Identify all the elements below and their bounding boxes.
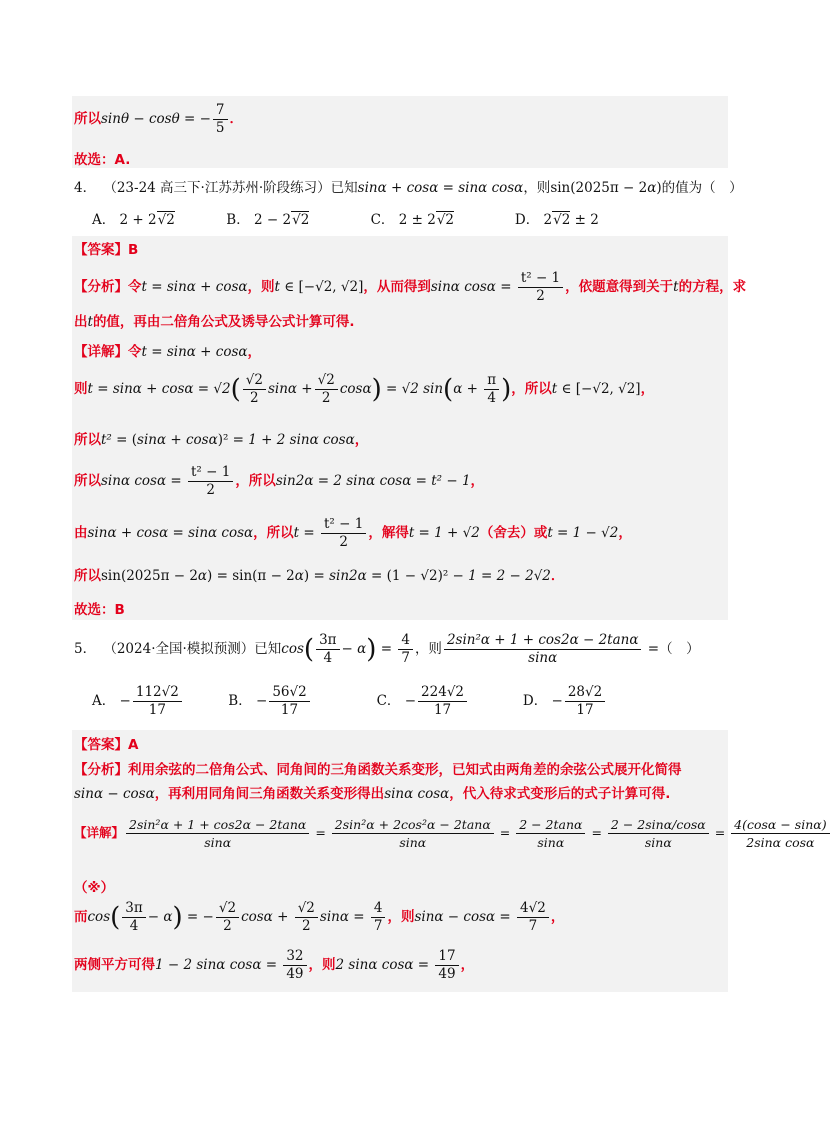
q5-detail-line3: 两侧平方可得1 − 2 sinα cosα = $\frac{32}{49}$ ，则2 sinα cosα = $\frac{17}{49}$ ，	[74, 948, 475, 982]
q4-detail-line4: 所以sinα cosα = $\frac{\text{t² − 1}}{2}$ ，所以sin2α = 2 sinα cosα = t² − 1，	[74, 464, 485, 498]
q5-analysis-line1: 【分析】利用余弦的二倍角公式、同角间的三角函数关系变形，已知式由两角差的余弦公式展开化简得	[74, 762, 682, 778]
q4-detail-line5: 由sinα + cosα = sinα cosα，所以t = $\frac{\text{t² − 1}}{2}$ ，解得t = 1 + √2（舍去）或t = 1 − √2，	[74, 516, 632, 550]
q4-analysis-line1: 【分析】令t = sinα + cosα，则t ∈ [−√2, √2]，从而得到sinα cosα = $\frac{\text{t² − 1}}{2}$ ，依题意得到关于t的方程，求	[74, 270, 747, 304]
q4-choice: 故选：B	[74, 602, 125, 618]
q5-option-b-value: 56√2	[269, 684, 309, 702]
q4-answer: 【答案】B	[74, 242, 139, 258]
q4-detail-line2: 则t = sinα + cosα = √2( $\frac{√2}{2}$ sinα + $\frac{√2}{2}$ cosα) = √2 sin(α + $\frac{\pi}{4}$ )，所以t ∈ [−√2, √2]，	[74, 372, 655, 406]
q4-detail-line6: 所以sin(2025π − 2α) = sin(π − 2α) = sin2α = (1 − √2)² − 1 = 2 − 2√2．	[74, 568, 565, 584]
q5-stem: 5． （2024·全国·模拟预测）已知cos( $\frac{3\pi}{4}$ − α) = $\frac{4}{7}$ ，则 $\frac{\text{2sin²α + 1 + cos2α − 2tanα}}{\sin\alpha}$ =（ ）	[74, 632, 700, 666]
q5-option-c-value: 224√2	[418, 684, 467, 702]
q4-stem: 4． （23-24 高三下·江苏苏州·阶段练习）已知sinα + cosα = sinα cosα，则sin(2025π − 2α)的值为（ ）	[74, 180, 743, 196]
q5-detail-line1: 【详解】 $\frac{\text{2sin²α + 1 + cos2α − 2tanα}}{\sin\alpha}$ = $\frac{\text{2sin²α + 2cos²α − 2tanα}}{\sin\alpha}$ = $\frac{2 - 2\tan\alpha}{\sin\alpha}$ = $\frac{2 - 2\sin\alpha/\cos\alpha}{\sin\alpha}$ = $\frac{4(\cos\alpha - \sin\alpha)}{\text{2sinα cosα}}$	[74, 816, 832, 851]
q5-analysis-line2: sinα − cosα，再利用同角间三角函数关系变形得出sinα cosα，代入待求式变形后的式子计算可得.	[74, 786, 671, 802]
top-choice-line: 故选：A.	[74, 152, 131, 168]
q5-note: （※）	[74, 880, 115, 896]
q4-analysis-line2: 出t的值，再由二倍角公式及诱导公式计算可得.	[74, 314, 355, 330]
q5-detail-line2: 而cos( $\frac{3\pi}{4}$ − α) = − $\frac{√2}{2}$ cosα + $\frac{√2}{2}$ sinα = $\frac{4}{7}$ ，则sinα − cosα = $\frac{4√2}{7}$ ，	[74, 900, 565, 934]
q5-answer: 【答案】A	[74, 737, 139, 753]
q5-options: A． − $\frac{112√2}{17}$ B． − $\frac{56√2}{17}$ C． − $\frac{224√2}{17}$ D． − $\frac{28√2}{17}$	[92, 684, 607, 719]
q4-options: A． 2 + 2√2 B． 2 − 2√2 C． 2 ± 2√2 D． 2√2 ± 2	[92, 212, 599, 228]
q5-option-a-value: 112√2	[133, 684, 182, 702]
top-conclusion-line: 所以sinθ − cosθ = − $\frac{7}{5}$ ．	[74, 102, 244, 136]
q4-detail-line3: 所以t² = (sinα + cosα)² = 1 + 2 sinα cosα，	[74, 432, 369, 448]
q4-detail-line1: 【详解】令t = sinα + cosα，	[74, 344, 262, 360]
q5-option-d-value: 28√2	[565, 684, 605, 702]
